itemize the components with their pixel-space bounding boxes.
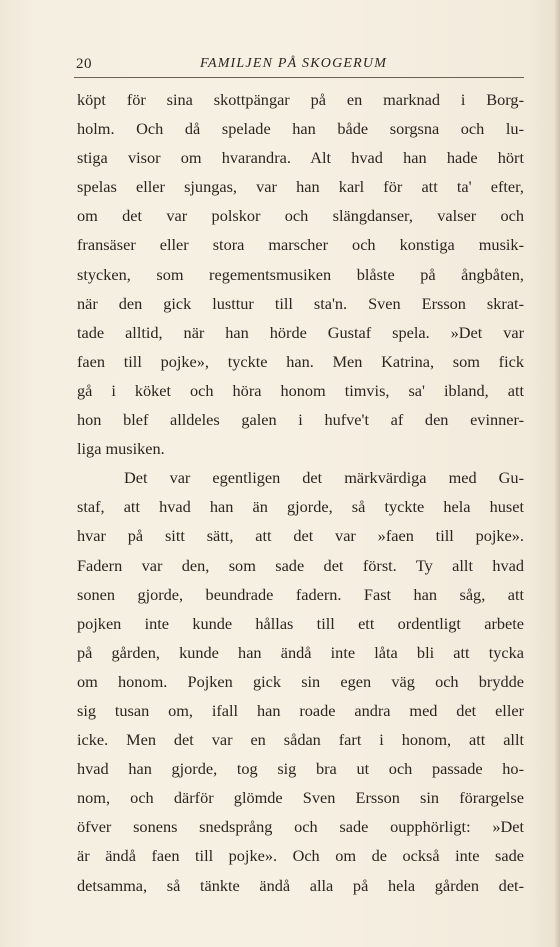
- text-line: tade alltid, när han hörde Gustaf spela. »Det var: [77, 322, 524, 342]
- text-line: stycken, som regementsmusiken blåste på ångbåten,: [77, 264, 524, 284]
- text-line: sig tusan om, ifall han roade andra med det eller: [77, 700, 524, 720]
- text-line: om det var polskor och slängdanser, valser och: [77, 206, 524, 226]
- text-line: spelas eller sjungas, var han karl för att ta' efter,: [77, 177, 524, 197]
- text-line: om honom. Pojken gick sin egen väg och brydde: [77, 671, 524, 691]
- text-line: Det var egentligen det märkvärdiga med Gu-: [124, 468, 524, 488]
- text-line: när den gick lusttur till sta'n. Sven Ersson skrat-: [77, 293, 524, 313]
- running-title: FAMILJEN PÅ SKOGERUM: [200, 56, 388, 71]
- running-head: [74, 54, 522, 76]
- body-text: [77, 85, 524, 900]
- text-line: sonen gjorde, beundrade fadern. Fast han såg, att: [77, 584, 524, 604]
- text-line: detsamma, så tänkte ändå alla på hela gården det-: [77, 875, 524, 895]
- text-line: Fadern var den, som sade det först. Ty allt hvad: [77, 555, 524, 575]
- text-line: holm. Och då spelade han både sorgsna och lu-: [77, 119, 524, 139]
- page-number: 20: [76, 56, 92, 72]
- text-line: icke. Men det var en sådan fart i honom, att allt: [77, 730, 524, 750]
- text-line: pojken inte kunde hållas till ett ordentligt arbete: [77, 613, 524, 633]
- text-line: hvad han gjorde, tog sig bra ut och passade ho-: [77, 759, 524, 779]
- text-line: gå i köket och höra honom timvis, sa' ibland, att: [77, 380, 524, 400]
- text-line: hvar på sitt sätt, att det var »faen till pojke».: [77, 526, 524, 546]
- text-line: är ändå faen till pojke». Och om de också inte sade: [77, 846, 524, 866]
- text-line: fransäser eller stora marscher och konstiga musik-: [77, 235, 524, 255]
- text-line: hon blef alldeles galen i hufve't af den evinner-: [77, 410, 524, 430]
- text-line: stiga visor om hvarandra. Alt hvad han hade hört: [77, 148, 524, 168]
- header-rule: [74, 77, 524, 78]
- text-line: köpt för sina skottpängar på en marknad i Borg-: [77, 90, 524, 109]
- page-edge-shadow: [554, 0, 560, 947]
- text-line: liga musiken.: [77, 439, 165, 459]
- text-line: öfver sonens snedsprång och sade oupphörligt: »Det: [77, 817, 524, 837]
- text-line: på gården, kunde han ändå inte låta bli att tycka: [77, 642, 524, 662]
- text-line: faen till pojke», tyckte han. Men Katrina, som fick: [77, 351, 524, 371]
- text-line: nom, och därför glömde Sven Ersson sin förargelse: [77, 788, 524, 808]
- text-line: staf, att hvad han än gjorde, så tyckte hela huset: [77, 497, 524, 517]
